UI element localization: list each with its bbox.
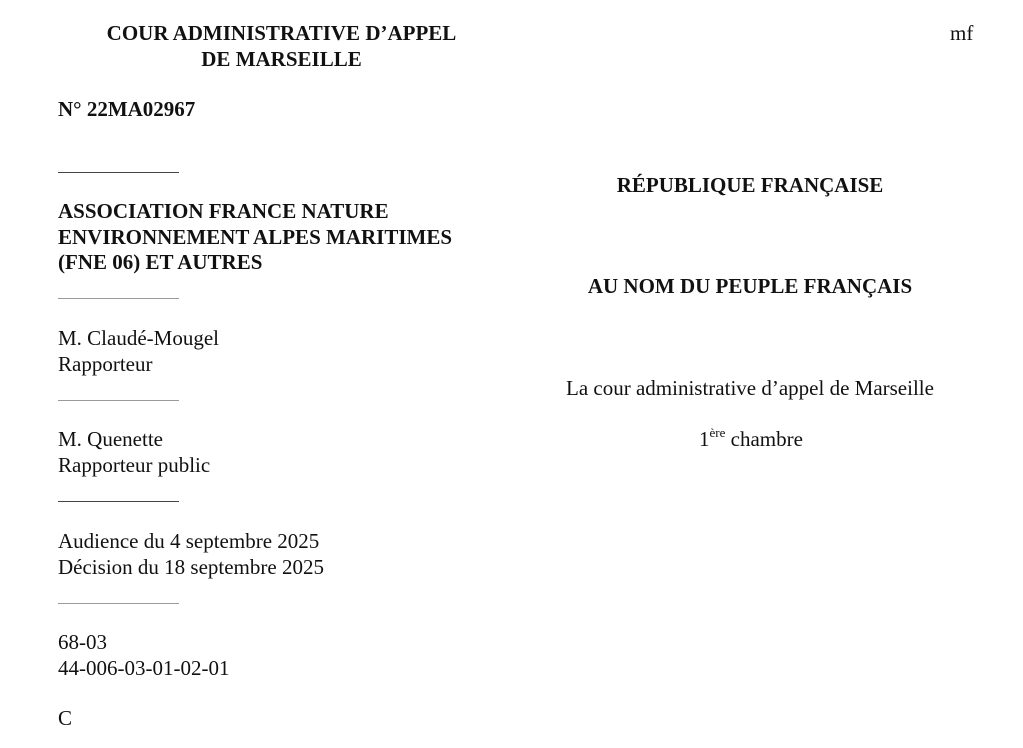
- chamber-number: 1: [699, 427, 710, 451]
- parties-line3: (FNE 06) ET AUTRES: [58, 250, 263, 274]
- rapporteur-name: M. Claudé-Mougel: [58, 326, 219, 350]
- chamber-word: chambre: [725, 427, 803, 451]
- separator-4: [58, 501, 179, 502]
- parties-line2: ENVIRONNEMENT ALPES MARITIMES: [58, 224, 453, 249]
- separator-3: [58, 400, 179, 401]
- separator-1: [58, 172, 179, 173]
- clerk-initials: mf: [950, 21, 974, 45]
- court-full-name: La cour administrative d’appel de Marseille: [566, 376, 934, 400]
- classification-code-2: 44-006-03-01-02-01: [58, 655, 230, 680]
- court-name-header: [90, 21, 473, 72]
- decision-date: Décision du 18 septembre 2025: [58, 554, 324, 579]
- chamber-ordinal-suffix: ère: [709, 425, 726, 440]
- rapporteur-public-name: M. Quenette: [58, 427, 163, 451]
- court-name-line2: DE MARSEILLE: [201, 46, 362, 71]
- au-nom-du-peuple-heading: AU NOM DU PEUPLE FRANÇAIS: [587, 274, 913, 298]
- rapporteur-public-role: Rapporteur public: [58, 452, 211, 477]
- case-number: N° 22MA02967: [58, 97, 196, 121]
- chamber-line: [500, 427, 1002, 453]
- parties-line1: ASSOCIATION FRANCE NATURE: [58, 199, 389, 223]
- classification-code-1: 68-03: [58, 630, 107, 654]
- court-name-line1: COUR ADMINISTRATIVE D’APPEL: [106, 21, 457, 45]
- dates-block: [58, 529, 324, 580]
- parties-block: [58, 199, 452, 276]
- classification-codes: [58, 630, 229, 681]
- republique-francaise-heading: RÉPUBLIQUE FRANÇAISE: [616, 173, 884, 197]
- rapporteur-block: [58, 326, 219, 377]
- rapporteur-role: Rapporteur: [58, 351, 153, 376]
- separator-5: [58, 603, 179, 604]
- rapporteur-public-block: [58, 427, 210, 478]
- audience-date: Audience du 4 septembre 2025: [58, 529, 320, 553]
- separator-2: [58, 298, 179, 299]
- publication-code: C: [58, 706, 73, 730]
